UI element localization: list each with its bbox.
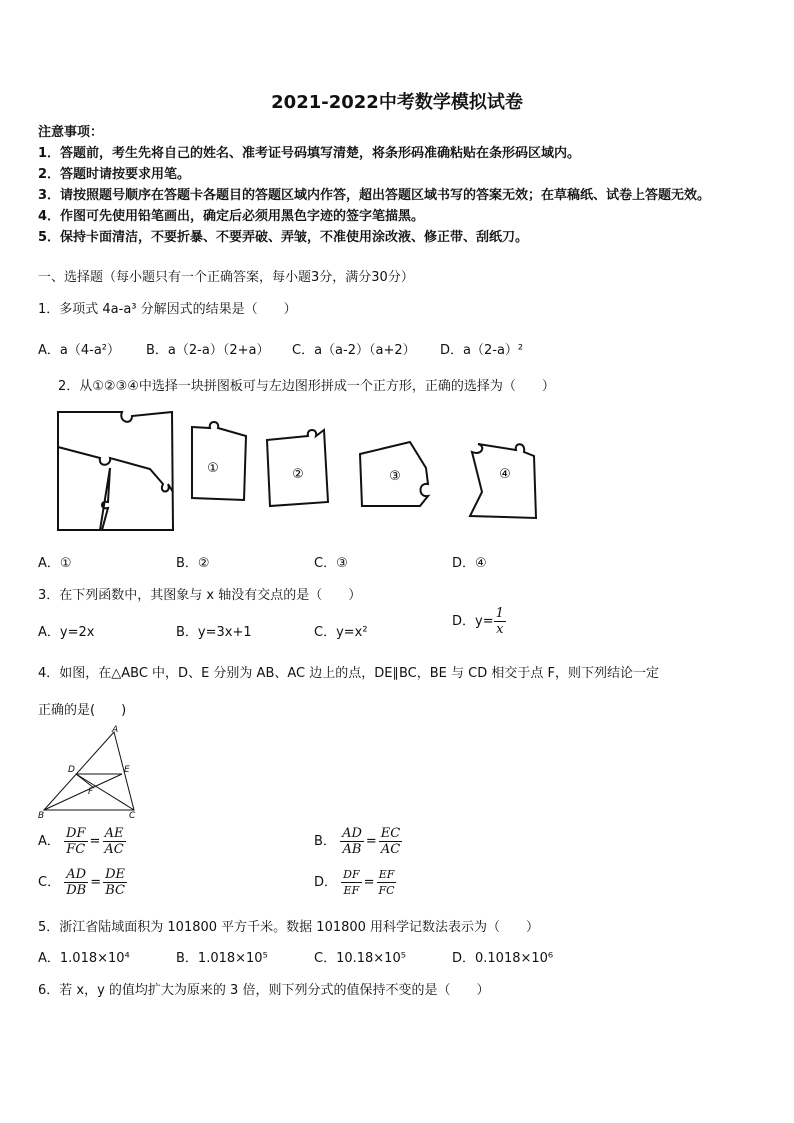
q6-stem: 6．若 x，y 的值均扩大为原来的 3 倍，则下列分式的值保持不变的是（ ） [38, 983, 490, 998]
q2-option-b: B．② [176, 556, 210, 571]
point-e-label: E [124, 765, 130, 775]
q2-option-d: D．④ [452, 556, 487, 571]
notice-item-3: 3．请按照题号顺序在答题卡各题目的答题区域内作答，超出答题区域书写的答案无效；在草稿纸、试卷上答题无效。 [38, 188, 711, 203]
q2-puzzle-figure [40, 402, 545, 542]
page-title: 2021-2022中考数学模拟试卷 [271, 92, 523, 113]
fraction [64, 867, 88, 898]
q5-option-c: C．10.18×10⁵ [314, 951, 406, 966]
fraction-numerator: DF [343, 868, 360, 881]
q1-stem: 1．多项式 4a-a³ 分解因式的结果是（ ） [38, 302, 297, 317]
triangle-abc [44, 732, 134, 810]
q5-option-a: A．1.018×10⁴ [38, 951, 130, 966]
q2-option-a: A．① [38, 556, 72, 571]
equals-sign: = [363, 875, 375, 890]
fraction-denominator: AC [104, 842, 124, 857]
q1-option-c: C．a（a-2）（a+2） [292, 343, 416, 358]
q1-option-d: D．a（2-a）² [440, 343, 524, 358]
fraction-numerator: AD [342, 826, 362, 841]
q4-option-c-prefix: C． [38, 875, 61, 890]
puzzle-base-figure [58, 412, 173, 530]
piece-2-label: ② [292, 467, 304, 482]
q3-option-b: B．y=3x+1 [176, 625, 252, 640]
piece-1-label: ① [207, 461, 219, 476]
piece-3-label: ③ [389, 469, 401, 484]
fraction-denominator: DB [66, 883, 87, 898]
fraction-numerator: EF [378, 868, 395, 881]
equals-sign: = [89, 834, 101, 849]
fraction-numerator: DE [105, 867, 126, 882]
fraction [379, 826, 402, 857]
q4-option-b [314, 826, 402, 857]
q4-triangle-figure [36, 724, 146, 819]
fraction [340, 826, 364, 857]
notice-item-1: 1．答题前，考生先将自己的姓名、准考证号码填写清楚，将条形码准确粘贴在条形码区域内。 [38, 146, 581, 161]
q4-option-b-prefix: B． [314, 834, 336, 849]
q4-option-c [38, 867, 127, 898]
q2-option-c: C．③ [314, 556, 348, 571]
notice-item-4: 4．作图可先使用铅笔画出，确定后必须用黑色字迹的签字笔描黑。 [38, 209, 425, 224]
fraction-denominator: AC [380, 842, 401, 857]
fraction [102, 826, 125, 857]
segment-cd [76, 774, 134, 810]
equals-sign: = [90, 875, 102, 890]
q3-option-c: C．y=x² [314, 625, 368, 640]
segment-df [76, 774, 94, 788]
q5-option-b: B．1.018×10⁵ [176, 951, 268, 966]
q3-option-d-fraction [494, 606, 506, 637]
equals-sign: = [365, 834, 377, 849]
q2-stem: 2．从①②③④中选择一块拼图板可与左边图形拼成一个正方形，正确的选择为（ ） [58, 379, 555, 394]
vertex-b-label: B [38, 811, 45, 819]
q5-stem: 5．浙江省陆域面积为 101800 平方千米。数据 101800 用科学记数法表示为（ ） [38, 920, 540, 935]
fraction-numerator: DF [66, 826, 86, 841]
fraction-denominator: BC [105, 883, 125, 898]
q1-option-b: B．a（2-a）（2+a） [146, 343, 270, 358]
point-f-label: F [88, 787, 94, 797]
notice-item-2: 2．答题时请按要求用笔。 [38, 167, 191, 182]
q4-option-d [314, 867, 397, 898]
fraction [103, 867, 127, 898]
vertex-a-label: A [112, 725, 119, 735]
q1-option-a: A．a（4-a²） [38, 343, 120, 358]
q3-option-d [452, 606, 506, 637]
vertex-c-label: C [129, 811, 136, 819]
q4-option-a [38, 826, 126, 857]
q4-option-a-prefix: A． [38, 834, 60, 849]
fraction [341, 867, 361, 898]
q4-stem-line-2: 正确的是( ) [38, 703, 127, 718]
fraction-denominator: FC [66, 842, 86, 857]
fraction [64, 826, 87, 857]
fraction-numerator: AD [66, 867, 87, 882]
fraction-denominator: FC [378, 884, 395, 897]
q3-option-a: A．y=2x [38, 625, 95, 640]
point-d-label: D [68, 765, 75, 775]
fraction-denominator: x [496, 622, 504, 637]
piece-4-label: ④ [499, 467, 511, 482]
fraction-denominator: EF [343, 884, 360, 897]
section-heading: 一、选择题（每小题只有一个正确答案，每小题3分，满分30分） [38, 270, 414, 285]
notice-heading: 注意事项： [38, 125, 104, 140]
q4-option-d-prefix: D． [314, 875, 338, 890]
q5-option-d: D．0.1018×10⁶ [452, 951, 554, 966]
fraction-numerator: AE [104, 826, 124, 841]
fraction-numerator: 1 [495, 606, 504, 621]
q3-option-d-prefix: D．y= [452, 614, 494, 629]
puzzle-piece-1 [192, 422, 246, 500]
fraction-denominator: AB [342, 842, 362, 857]
q4-stem-line-1: 4．如图，在△ABC 中，D、E 分别为 AB、AC 边上的点，DE∥BC，BE 与 CD 相交于点 F，则下列结论一定 [38, 666, 659, 681]
fraction [377, 867, 397, 898]
fraction-numerator: EC [380, 826, 401, 841]
notice-item-5: 5．保持卡面清洁，不要折暴、不要弄破、弄皱，不准使用涂改液、修正带、刮纸刀。 [38, 230, 529, 245]
q3-stem: 3．在下列函数中，其图象与 x 轴没有交点的是（ ） [38, 588, 362, 603]
